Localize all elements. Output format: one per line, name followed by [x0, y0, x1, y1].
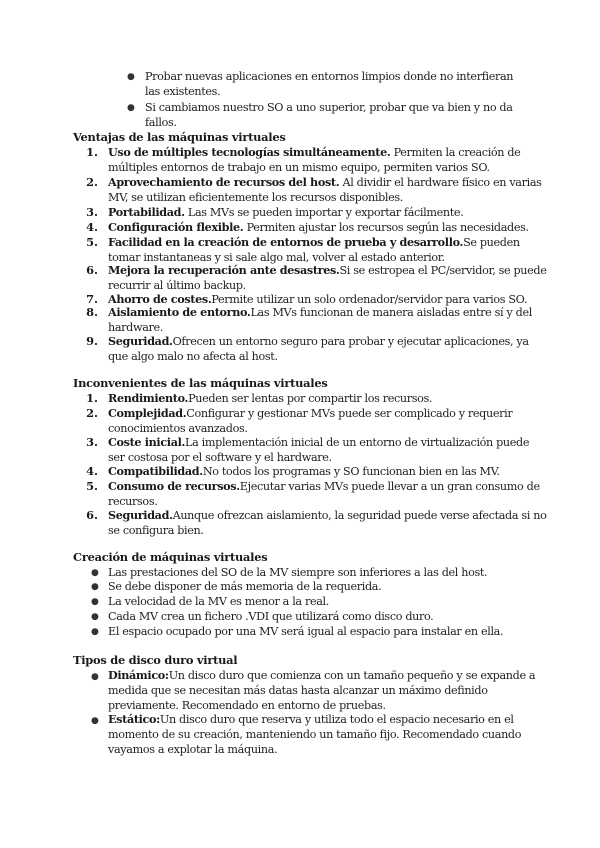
ventaja-item: Ahorro de costes.Permite utilizar un solo ordenador/servidor para varios SO.	[108, 292, 528, 306]
list-number: 2.	[86, 406, 98, 420]
bullet-icon: ●	[127, 72, 135, 82]
inconveniente-item: Consumo de recursos.Ejecutar varias MVs puede llevar a un gran consumo de recursos.	[108, 479, 540, 509]
list-number: 4.	[86, 220, 98, 234]
list-number: 5.	[86, 479, 98, 493]
ventaja-item: Configuración flexible. Permiten ajustar los recursos según las necesidades.	[108, 220, 529, 234]
bullet-icon: ●	[91, 672, 99, 682]
ventaja-item: Seguridad.Ofrecen un entorno seguro para probar y ejecutar aplicaciones, ya que algo malo no afecta al host.	[108, 334, 529, 364]
tipo-item: Estático:Un disco duro que reserva y utiliza todo el espacio necesario en el momento de su creación, manteniendo un tamaño fijo. Recomendado cuando vayamos a explotar la máquina.	[108, 712, 522, 757]
list-number: 4.	[86, 464, 98, 478]
ventaja-item: Aislamiento de entorno.Las MVs funcionan de manera aisladas entre sí y del hardware.	[108, 305, 532, 335]
list-number: 6.	[86, 508, 98, 522]
heading-creacion: Creación de máquinas virtuales	[73, 550, 268, 564]
bullet-icon: ●	[91, 582, 99, 592]
list-number: 3.	[86, 205, 98, 219]
list-number: 6.	[86, 263, 98, 277]
bullet-icon: ●	[91, 716, 99, 726]
list-number: 1.	[86, 145, 98, 159]
ventaja-item: Uso de múltiples tecnologías simultáneamente. Permiten la creación de múltiples entornos de trabajo en un mismo equipo, permiten varios SO.	[108, 145, 521, 175]
intro-bullet: Si cambiamos nuestro SO a uno superior, probar que va bien y no da fallos.	[145, 101, 513, 130]
ventaja-item: Portabilidad. Las MVs se pueden importar y exportar fácilmente.	[108, 205, 464, 219]
bullet-icon: ●	[91, 568, 99, 578]
inconveniente-item: Seguridad.Aunque ofrezcan aislamiento, la seguridad puede verse afectada si no se configura bien.	[108, 508, 547, 538]
bullet-icon: ●	[91, 612, 99, 622]
ventaja-item: Facilidad en la creación de entornos de prueba y desarrollo.Se pueden tomar instantaneas y si sale algo mal, volver al estado anterior.	[108, 235, 520, 265]
creacion-item: El espacio ocupado por una MV será igual al espacio para instalar en ella.	[108, 625, 504, 638]
list-number: 5.	[86, 235, 98, 249]
list-number: 9.	[86, 334, 98, 348]
heading-tipos: Tipos de disco duro virtual	[73, 653, 238, 667]
list-number: 8.	[86, 305, 98, 319]
list-number: 2.	[86, 175, 98, 189]
creacion-item: Cada MV crea un fichero .VDI que utilizará como disco duro.	[108, 610, 434, 623]
bullet-icon: ●	[91, 597, 99, 607]
list-number: 7.	[86, 292, 98, 306]
inconveniente-item: Compatibilidad.No todos los programas y SO funcionan bien en las MV.	[108, 464, 500, 478]
creacion-item: Las prestaciones del SO de la MV siempre son inferiores a las del host.	[108, 566, 488, 579]
heading-inconvenientes: Inconvenientes de las máquinas virtuales	[73, 376, 328, 390]
inconveniente-item: Rendimiento.Pueden ser lentas por compartir los recursos.	[108, 391, 433, 405]
inconveniente-item: Coste inicial.La implementación inicial de un entorno de virtualización puede ser costosa por el software y el hardware.	[108, 435, 530, 465]
bullet-icon: ●	[91, 627, 99, 637]
creacion-item: Se debe disponer de más memoria de la requerida.	[108, 580, 382, 593]
inconveniente-item: Complejidad.Configurar y gestionar MVs puede ser complicado y requerir conocimientos avanzados.	[108, 406, 513, 436]
bullet-icon: ●	[127, 103, 135, 113]
list-number: 1.	[86, 391, 98, 405]
ventaja-item: Mejora la recuperación ante desastres.Si se estropea el PC/servidor, se puede recurrir al último backup.	[108, 263, 547, 293]
list-number: 3.	[86, 435, 98, 449]
ventaja-item: Aprovechamiento de recursos del host. Al dividir el hardware físico en varias MV, se utilizan eficientemente los recursos disponibles.	[108, 175, 542, 205]
intro-bullet: Probar nuevas aplicaciones en entornos limpios donde no interfieran las existentes.	[145, 70, 514, 99]
tipo-item: Dinámico:Un disco duro que comienza con un tamaño pequeño y se expande a medida que se necesitan más datas hasta alcanzar un máximo definido previamente. Recomendado en entorno de pruebas.	[108, 668, 536, 713]
creacion-item: La velocidad de la MV es menor a la real.	[108, 595, 329, 608]
heading-ventajas: Ventajas de las máquinas virtuales	[73, 130, 286, 144]
